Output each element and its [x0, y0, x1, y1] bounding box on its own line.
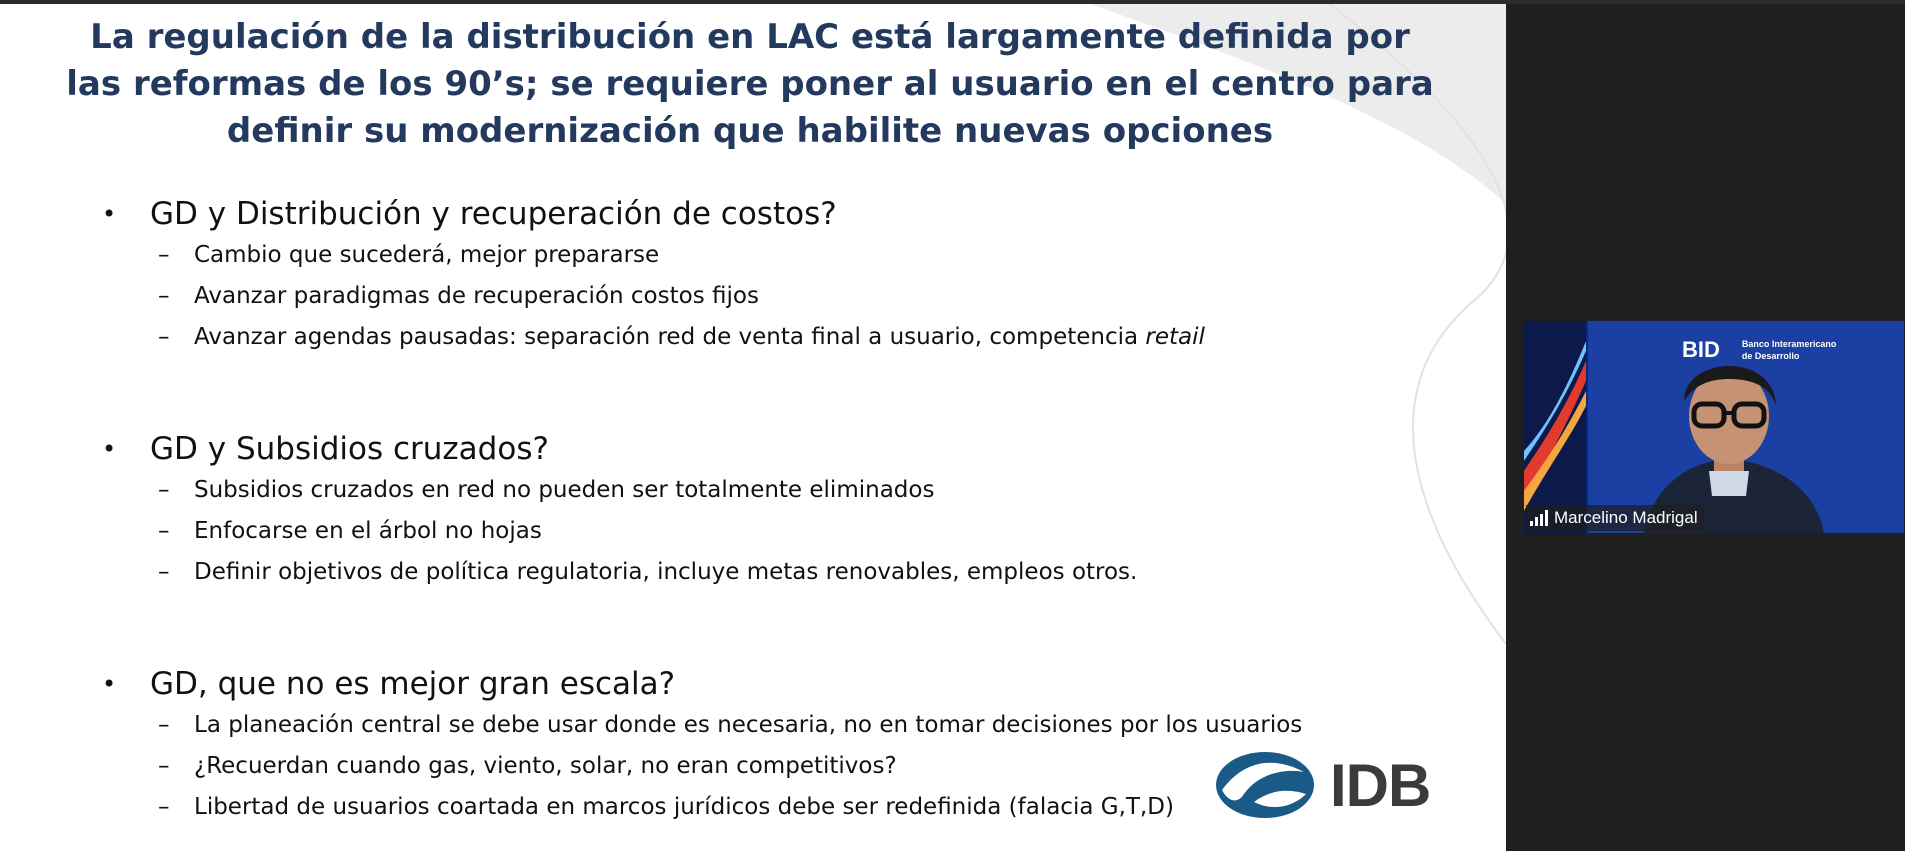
- sub-bullet-item: [96, 786, 1396, 827]
- sub-bullet-text: La planeación central se debe usar donde es necesaria, no en tomar decisiones por los usuarios: [194, 711, 1303, 738]
- sub-bullet-item: [96, 551, 1396, 592]
- sub-bullet-item: [96, 469, 1396, 510]
- bullet-marker: •: [102, 200, 117, 228]
- bullet-text: GD y Subsidios cruzados?: [150, 431, 549, 467]
- bullet-item: [96, 194, 1396, 357]
- sub-bullet-marker: –: [158, 241, 170, 268]
- sub-bullet-item: [96, 510, 1396, 551]
- presentation-slide: [0, 4, 1506, 851]
- sub-bullet-text: ¿Recuerdan cuando gas, viento, solar, no eran competitivos?: [194, 752, 897, 779]
- idb-logo: [1214, 750, 1430, 820]
- slide-title: La regulación de la distribución en LAC está largamente definida por las reformas de los 90’s; se requiere poner al usuario en el centro para definir su modernización que habilite nuevas opciones: [66, 17, 1434, 151]
- participant-name-bar: [1526, 505, 1704, 531]
- sub-bullet-item: [96, 745, 1396, 786]
- sub-bullet-text: Definir objetivos de política regulatoria, incluye metas renovables, empleos otros.: [194, 558, 1138, 585]
- bullet-list: [96, 194, 1396, 827]
- sub-bullet-marker: –: [158, 323, 170, 350]
- sub-bullet-text: Libertad de usuarios coartada en marcos jurídicos debe ser redefinida (falacia G,T,D): [194, 793, 1174, 820]
- bullet-marker: •: [102, 670, 117, 698]
- sub-bullet-text: Cambio que sucederá, mejor prepararse: [194, 241, 660, 268]
- sub-bullet-marker: –: [158, 476, 170, 503]
- bid-logo-text: BID: [1682, 337, 1720, 362]
- sub-bullet-item: [96, 275, 1396, 316]
- participant-video-tile[interactable]: [1524, 321, 1904, 533]
- bullet-text: GD y Distribución y recuperación de costos?: [150, 196, 837, 232]
- bullet-item: [96, 429, 1396, 592]
- bullet-marker: •: [102, 435, 117, 463]
- bid-name-line1: Banco Interamericano: [1741, 339, 1837, 349]
- sub-bullet-italic-text: retail: [1145, 323, 1205, 350]
- sub-bullet-text: Enfocarse en el árbol no hojas: [194, 517, 542, 544]
- sub-bullet-marker: –: [158, 793, 170, 820]
- sub-bullet-marker: –: [158, 752, 170, 779]
- participant-name: Marcelino Madrigal: [1554, 508, 1698, 527]
- bullet-item: [96, 664, 1396, 827]
- sub-bullet-item: [96, 234, 1396, 275]
- sub-bullet-marker: –: [158, 711, 170, 738]
- globe-swoosh-icon: [1214, 750, 1316, 820]
- sub-bullet-text: Avanzar agendas pausadas: separación red de venta final a usuario, competencia: [194, 323, 1146, 350]
- sub-bullet-marker: –: [158, 517, 170, 544]
- bid-full-name: [1742, 338, 1837, 362]
- sub-bullet-text: Avanzar paradigmas de recuperación costos fijos: [194, 282, 759, 309]
- sub-bullet-item: [96, 704, 1396, 745]
- idb-logo-text: IDB: [1330, 751, 1431, 819]
- bid-name-line2: de Desarrollo: [1741, 351, 1800, 361]
- sub-bullet-item: [96, 316, 1396, 357]
- sub-bullet-text: Subsidios cruzados en red no pueden ser totalmente eliminados: [194, 476, 935, 503]
- signal-bars-icon: [1530, 510, 1548, 526]
- bullet-text: GD, que no es mejor gran escala?: [150, 666, 676, 702]
- bid-brand: [1682, 337, 1836, 363]
- sub-bullet-marker: –: [158, 282, 170, 309]
- sub-bullet-marker: –: [158, 558, 170, 585]
